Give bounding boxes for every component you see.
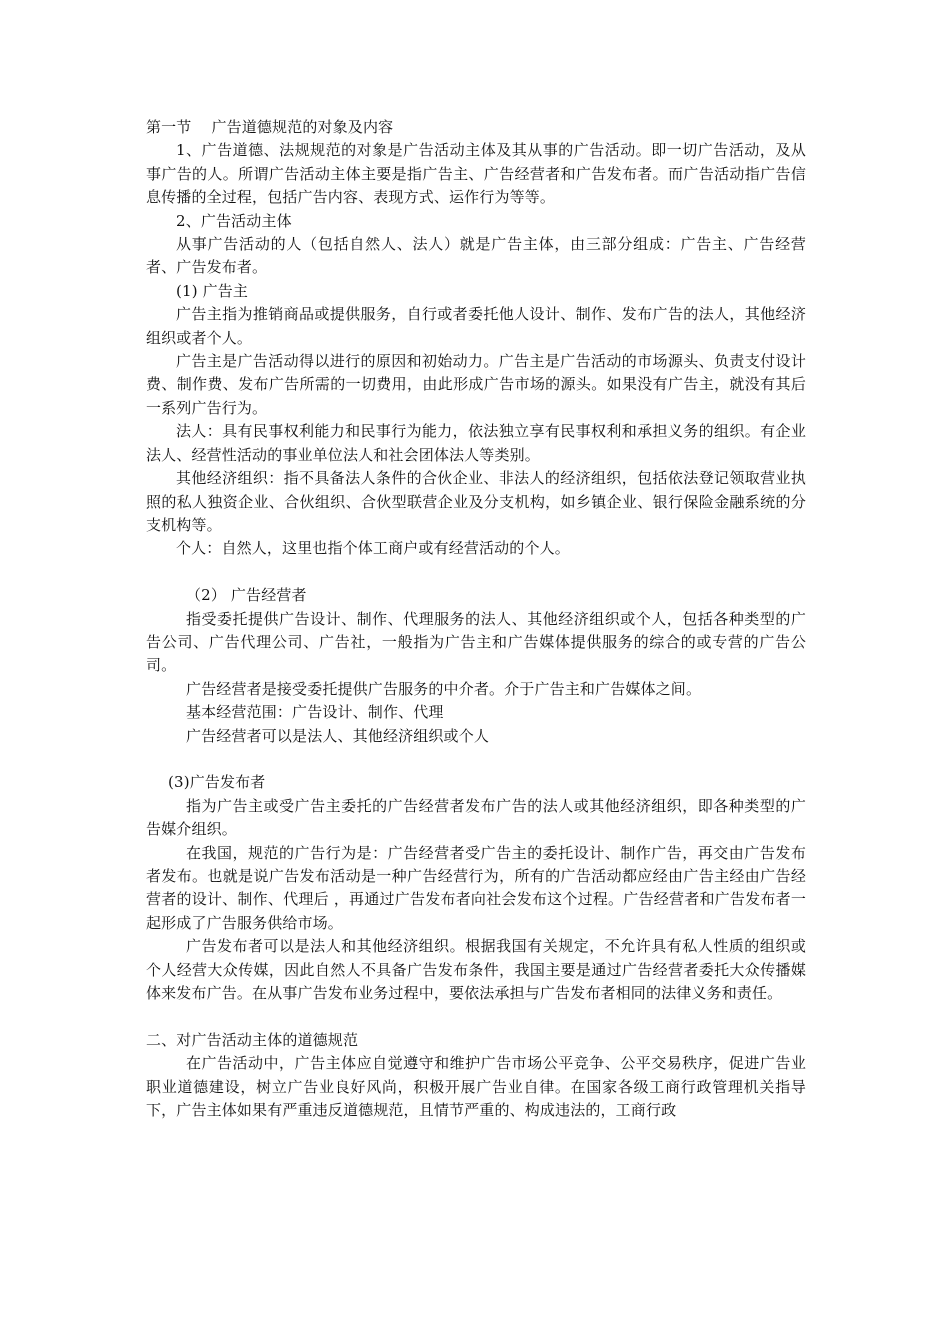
subheading-subjects: 2、广告活动主体 [176, 211, 292, 230]
section2-heading: 二、对广告活动主体的道德规范 [146, 1030, 359, 1049]
section-title: 广告道德规范的对象及内容 [211, 118, 394, 136]
paragraph-operator-types: 广告经营者可以是法人、其他经济组织或个人 [186, 726, 490, 745]
paragraph-publisher-norm: 在我国，规范的广告行为是：广告经营者受广告主的委托设计、制作广告，再交由广告发布者发布。也就是说广告发布活动是一种广告经营行为，所有的广告活动都应经由广告主经由广告经营者的设计、制作、代理后 ，再通过广告发布者向社会发布这个过程。广告经营者和广告发布者一起形成了广告服务供给市场。 [146, 843, 806, 932]
subheading-advertiser: (1) 广告主 [176, 281, 249, 300]
paragraph-advertiser-role: 广告主是广告活动得以进行的原因和初始动力。广告主是广告活动的市场源头、负责支付设计费、制作费、发布广告所需的一切费用，由此形成广告市场的源头。如果没有广告主，就没有其后一系列广告行为。 [146, 352, 806, 417]
paragraph-operator-def: 指受委托提供广告设计、制作、代理服务的法人、其他经济组织或个人，包括各种类型的广告公司、广告代理公司、广告社，一般指为广告主和广告媒体提供服务的综合的或专营的广告公司。 [146, 609, 806, 675]
paragraph-subjects: 从事广告活动的人（包括自然人、法人）就是广告主体，由三部分组成：广告主、广告经营者、广告发布者。 [146, 235, 806, 277]
paragraph-operator-intermediary: 广告经营者是接受委托提供广告服务的中介者。介于广告主和广告媒体之间。 [186, 679, 702, 698]
blank-line [146, 561, 806, 584]
paragraph-individual: 个人：自然人，这里也指个体工商户或有经营活动的个人。 [176, 539, 570, 558]
section-heading [146, 116, 806, 139]
paragraph-advertiser-def: 广告主指为推销商品或提供服务，自行或者委托他人设计、制作、发布广告的法人，其他经济组织或者个人。 [146, 305, 806, 347]
blank-line [146, 748, 806, 771]
subheading-publisher: (3)广告发布者 [168, 773, 266, 792]
paragraph-other-orgs: 其他经济组织：指不具备法人条件的合伙企业、非法人的经济组织，包括依法登记领取营业执照的私人独资企业、合伙组织、合伙型联营企业及分支机构，如乡镇企业、银行保险金融系统的分支机构等。 [146, 469, 806, 534]
paragraph-legal-person: 法人：具有民事权利能力和民事行为能力，依法独立享有民事权利和承担义务的组织。有企业法人、经营性活动的事业单位法人和社会团体法人等类别。 [146, 422, 806, 464]
paragraph-definition: 1、广告道德、法规规范的对象是广告活动主体及其从事的广告活动。即一切广告活动，及从事广告的人。所谓广告活动主体主要是指广告主、广告经营者和广告发布者。而广告活动指广告信息传播的全过程，包括广告内容、表现方式、运作行为等等。 [146, 141, 806, 207]
chapter-number: 第一节 [146, 118, 192, 136]
paragraph-publisher-def: 指为广告主或受广告主委托的广告经营者发布广告的法人或其他经济组织，即各种类型的广告媒介组织。 [146, 796, 806, 839]
subheading-operator: （2） 广告经营者 [186, 586, 307, 605]
paragraph-publisher-types: 广告发布者可以是法人和其他经济组织。根据我国有关规定，不允许具有私人性质的组织或个人经营大众传媒，因此自然人不具备广告发布条件，我国主要是通过广告经营者委托大众传播媒体来发布广告。在从事广告发布业务过程中，要依法承担与广告发布者相同的法律义务和责任。 [146, 937, 806, 1002]
document-body [146, 116, 806, 1122]
blank-line [146, 1005, 806, 1028]
paragraph-ethics: 在广告活动中，广告主体应自觉遵守和维护广告市场公平竞争、公平交易秩序，促进广告业职业道德建设，树立广告业良好风尚，积极开展广告业自律。在国家各级工商行政管理机关指导下，广告主体如果有严重违反道德规范，且情节严重的、构成违法的，工商行政 [146, 1054, 806, 1120]
paragraph-operator-scope: 基本经营范围：广告设计、制作、代理 [186, 703, 444, 722]
